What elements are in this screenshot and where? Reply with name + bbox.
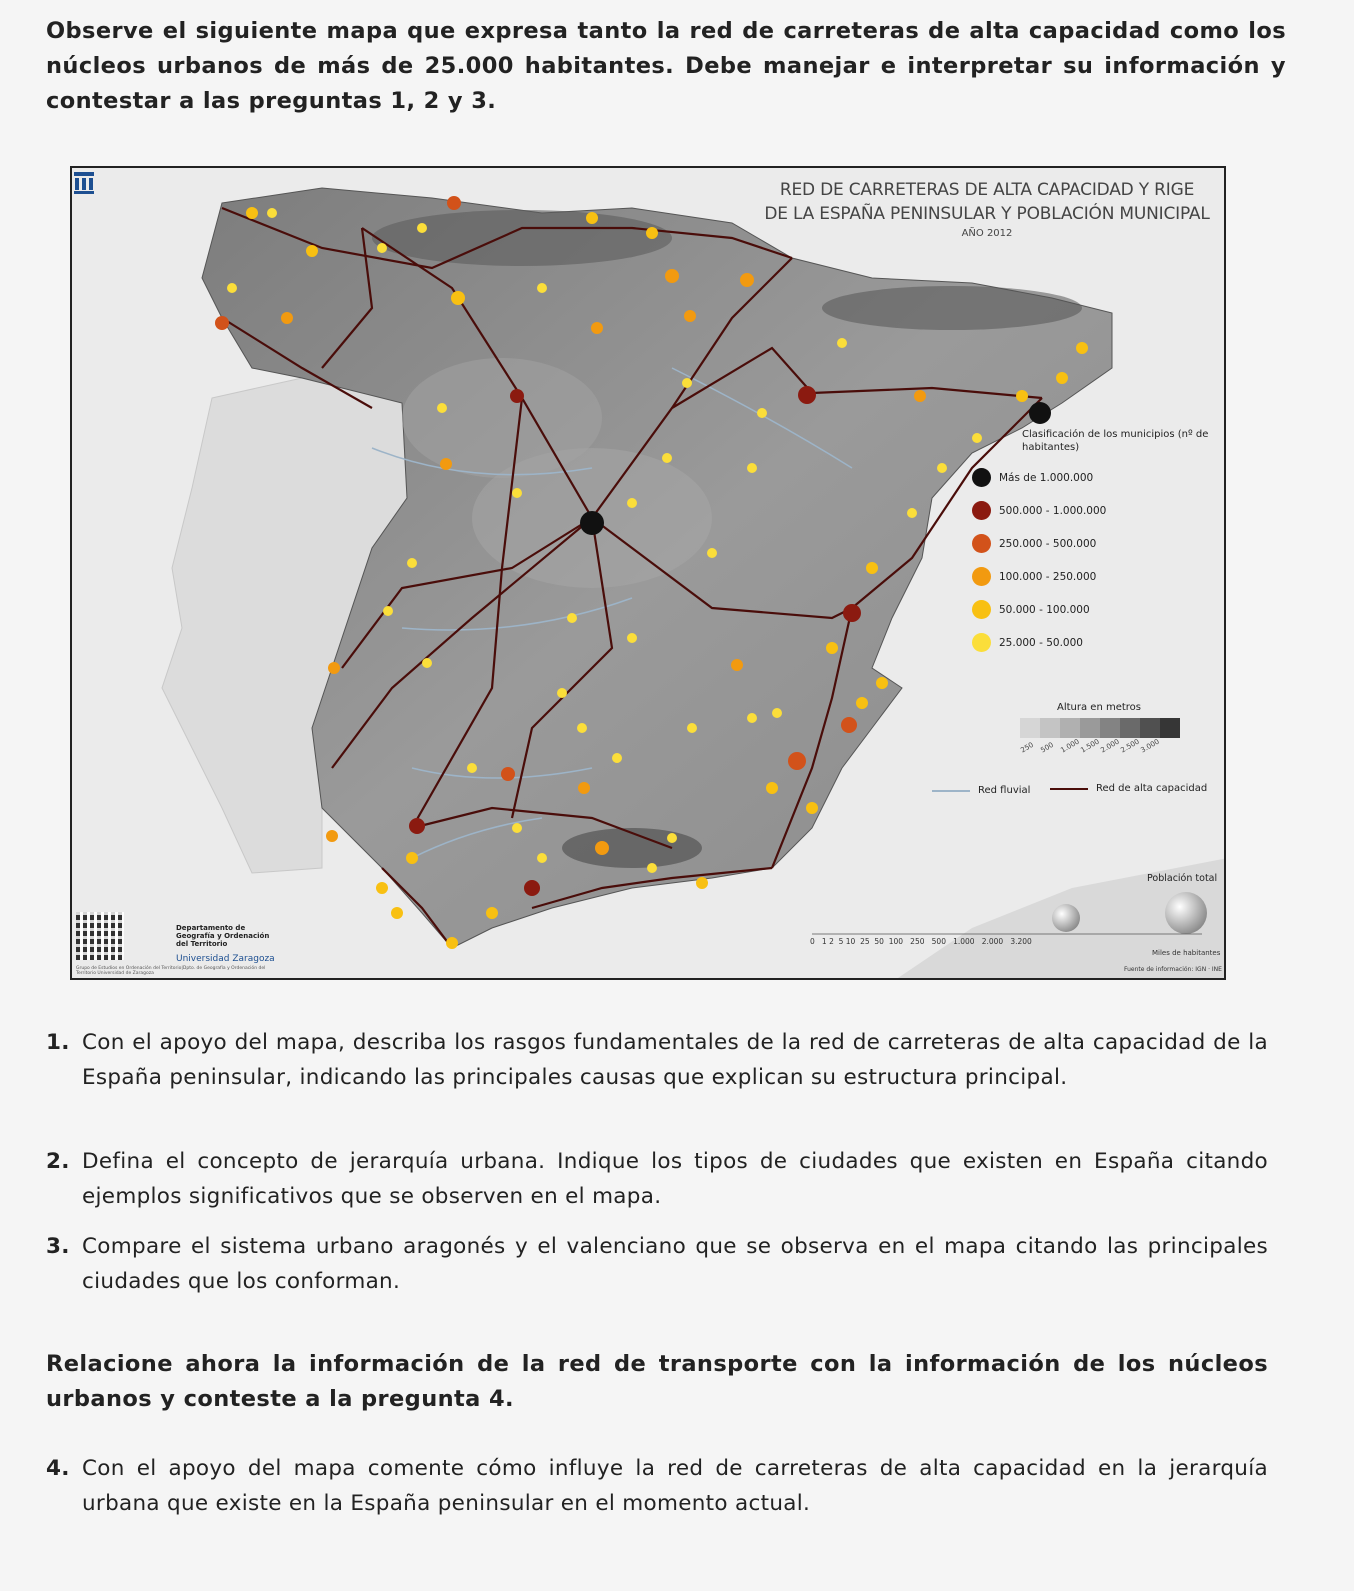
question-3	[46, 1230, 1268, 1299]
map-credit: Grupo de Estudios en Ordenación del Territorio|Dpto. de Geografía y Ordenación del Territorio Universidad de Zaragoza	[76, 966, 266, 976]
road-legend	[1050, 783, 1207, 794]
question-1	[46, 1026, 1268, 1095]
altitude-scale	[1020, 718, 1180, 738]
altitude-tick: 2.000	[1099, 737, 1121, 755]
map-title-line2: DE LA ESPAÑA PENINSULAR Y POBLACIÓN MUNICIPAL	[764, 204, 1210, 224]
intro-text: Observe el siguiente mapa que expresa tanto la red de carreteras de alta capacidad como los núcleos urbanos de más de 25.000 habitantes. Debe manejar e interpretar su información y contestar a las preguntas 1, 2 y 3.	[46, 18, 1286, 114]
legend-label: 25.000 - 50.000	[999, 636, 1083, 649]
question-number: 4.	[46, 1456, 70, 1481]
legend-item	[972, 567, 1096, 586]
department-name: Departamento de Geografía y Ordenación del Territorio	[176, 924, 270, 948]
altitude-tick: 1.000	[1059, 737, 1081, 755]
legend-label: 50.000 - 100.000	[999, 603, 1090, 616]
map-source: Fuente de información: IGN · INE	[1124, 966, 1222, 973]
question-number: 2.	[46, 1149, 70, 1174]
legend-dot-icon	[972, 600, 991, 619]
legend-label: 100.000 - 250.000	[999, 570, 1097, 583]
question-text: Con el apoyo del mapa, describa los rasgos fundamentales de la red de carreteras de alta capacidad de la España peninsular, indicando las principales causas que explican su estructura principal.	[82, 1030, 1268, 1090]
population-ball-3200	[1165, 892, 1207, 934]
legend-item	[972, 633, 1083, 652]
legend-dot-icon	[972, 501, 991, 520]
legend-item	[972, 534, 1096, 553]
altitude-tick: 3.000	[1139, 737, 1161, 755]
legend-dot-icon	[972, 534, 991, 553]
altitude-tick: 1.500	[1079, 737, 1101, 755]
population-ball-1000	[1052, 904, 1080, 932]
legend-label: Más de 1.000.000	[999, 471, 1094, 484]
population-units: Miles de habitantes	[1152, 949, 1221, 957]
university-name: Universidad Zaragoza	[176, 954, 275, 964]
question-4	[46, 1452, 1268, 1521]
map-year: AÑO 2012	[961, 228, 1013, 239]
legend-item	[972, 468, 1093, 487]
university-logo-icon	[72, 168, 96, 198]
road-network-map	[70, 166, 1226, 980]
altitude-tick: 250	[1019, 740, 1035, 755]
population-scale: 0 1 2 5 10 25 50 100 250 500 1.000 2.000 3.200	[810, 937, 1032, 946]
legend-label: 250.000 - 500.000	[999, 537, 1097, 550]
map-title-line1: RED DE CARRETERAS DE ALTA CAPACIDAD Y RIGE	[779, 180, 1195, 200]
river-legend	[932, 785, 1030, 796]
question-text: Defina el concepto de jerarquía urbana. Indique los tipos de ciudades que existen en España citando ejemplos significativos que se observen en el mapa.	[82, 1149, 1268, 1209]
road-legend-label: Red de alta capacidad	[1096, 783, 1208, 794]
question-number: 1.	[46, 1030, 70, 1055]
river-legend-label: Red fluvial	[978, 785, 1031, 796]
question-2	[46, 1145, 1268, 1214]
altitude-ticks	[1019, 737, 1161, 755]
legend-dot-icon	[972, 567, 991, 586]
legend-dot-icon	[972, 633, 991, 652]
legend-title: Clasificación de los municipios (nº de habitantes)	[1022, 429, 1209, 453]
question-number: 3.	[46, 1234, 70, 1259]
legend-item	[972, 600, 1090, 619]
population-total-label: Población total	[1147, 873, 1218, 884]
question-text: Compare el sistema urbano aragonés y el valenciano que se observa en el mapa citando las principales ciudades que los conforman.	[82, 1234, 1268, 1294]
altitude-tick: 2.500	[1119, 737, 1141, 755]
legend-label: 500.000 - 1.000.000	[999, 504, 1107, 517]
altitude-title: Altura en metros	[1057, 702, 1141, 713]
altitude-tick: 500	[1039, 740, 1055, 755]
legend-dot-icon	[972, 468, 991, 487]
question-text: Con el apoyo del mapa comente cómo influye la red de carreteras de alta capacidad en la jerarquía urbana que existe en la España peninsular en el momento actual.	[82, 1456, 1268, 1516]
map-title	[752, 178, 1222, 226]
section-2-instructions: Relacione ahora la información de la red de transporte con la información de los núcleos urbanos y conteste a la pregunta 4.	[46, 1351, 1268, 1412]
legend-item	[972, 501, 1106, 520]
